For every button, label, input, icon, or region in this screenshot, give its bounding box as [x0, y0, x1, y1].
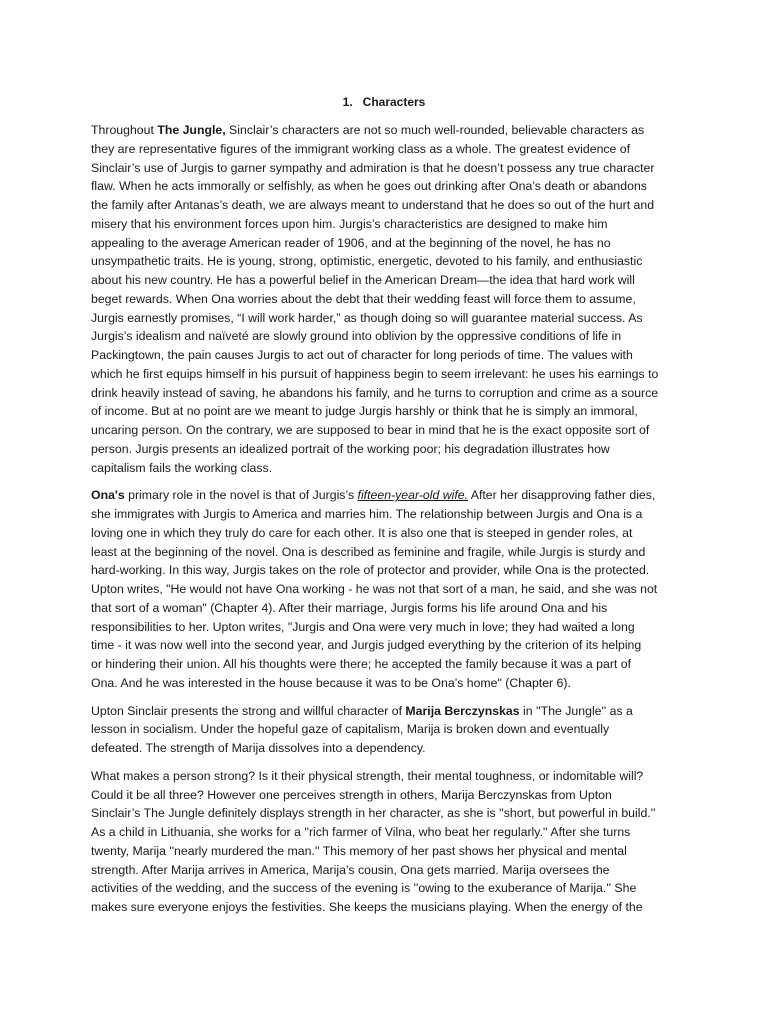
section-heading [0, 93, 768, 111]
text-line [91, 543, 681, 562]
text-line [91, 842, 681, 861]
text-line [91, 674, 681, 693]
text-run: uncaring person. On the contrary, we are supposed to bear in mind that he is the exact opposite sort of [91, 423, 650, 437]
text-line [91, 346, 681, 365]
text-run: capitalism fails the working class. [91, 460, 273, 475]
text-run: As a child in Lithuania, she works for a ''rich farmer of Vilna, who beat her regularly.'' After she turns [91, 825, 631, 839]
text-line [91, 459, 681, 478]
text-line [91, 767, 681, 786]
text-run: Jurgis earnestly promises, “I will work harder,” as though doing so will guarantee material success. As [91, 310, 643, 325]
text-run: appealing to the average American reader of 1906, and at the beginning of the novel, he has no [91, 235, 611, 250]
text-line [91, 861, 681, 880]
text-run: Jurgis’s idealism and naïveté are slowly ground into oblivion by the oppressive conditions of life in [91, 329, 622, 344]
text-line [91, 402, 681, 421]
text-line [91, 720, 681, 739]
text-line [91, 823, 681, 842]
text-line [91, 421, 681, 440]
text-line [91, 309, 681, 328]
paragraph [91, 767, 681, 917]
text-run: the family after Antanas’s death, we are always meant to understand that he does so out of the hurt and [91, 198, 655, 212]
text-line [91, 655, 681, 674]
text-run: Throughout [91, 123, 158, 137]
text-run: which he first equips himself in his pursuit of happiness begin to seem irrelevant: he uses his earnings to [91, 366, 659, 381]
text-run: she immigrates with Jurgis to America and marries him. The relationship between Jurgis and Ona is a [91, 507, 643, 521]
text-run: responsibilities to her. Upton writes, "Jurgis and Ona were very much in love; they had waited a long [91, 619, 635, 634]
text-run: about his new country. He has a powerful belief in the American Dream—the idea that hard work will [91, 273, 635, 287]
text-line [91, 580, 681, 599]
section-number: 1. [342, 95, 353, 109]
text-run: hard-working. In this way, Jurgis takes on the role of protector and provider, while Ona is the protected. [91, 563, 650, 578]
text-run: least at the beginning of the novel. Ona is described as feminine and fragile, while Jurgis is sturdy and [91, 544, 646, 559]
text-line [91, 327, 681, 346]
text-run: Sinclair’s characters are not so much well-rounded, believable characters as [225, 123, 645, 137]
section-title: Characters [362, 95, 426, 109]
text-line [91, 440, 681, 459]
bold-text: Ona's [91, 488, 125, 503]
text-line [91, 702, 681, 721]
text-line [91, 879, 681, 898]
text-line [91, 271, 681, 290]
text-run: or hindering their union. All his thoughts were there; he accepted the family because it was a part of [91, 657, 632, 671]
paragraph [91, 702, 681, 758]
document-body [91, 121, 681, 926]
text-line [91, 739, 681, 758]
text-run: Upton Sinclair presents the strong and willful character of [91, 703, 406, 718]
text-run: unsympathetic traits. He is young, strong, optimistic, energetic, devoted to his family, and enthusiastic [91, 254, 643, 269]
text-line [91, 804, 681, 823]
text-run: twenty, Marija ''nearly murdered the man.'' This memory of her past shows her physical and mental [91, 843, 627, 858]
text-run: person. Jurgis presents an idealized portrait of the working poor; his degradation illustrates how [91, 441, 610, 456]
text-run: makes sure everyone enjoys the festivities. She keeps the musicians playing. When the energy of the [91, 900, 643, 914]
text-run: they are representative figures of the immigrant working class as a whole. The greatest evidence of [91, 141, 631, 156]
text-run: What makes a person strong? Is it their physical strength, their mental toughness, or indomitable will? [91, 768, 644, 783]
paragraph [91, 121, 681, 477]
text-line [91, 786, 681, 805]
text-line [91, 159, 681, 178]
text-run: beget rewards. When Ona worries about the debt that their wedding feast will force them to assume, [91, 291, 636, 306]
text-line [91, 252, 681, 271]
text-line [91, 384, 681, 403]
text-line [91, 121, 681, 140]
text-run: drink heavily instead of saving, he abandons his family, and he turns to corruption and crime as a source [91, 385, 659, 400]
text-line [91, 505, 681, 524]
text-line [91, 140, 681, 159]
text-run: in ''The Jungle'' as a [519, 703, 633, 718]
text-line [91, 234, 681, 253]
text-line [91, 215, 681, 234]
text-run: misery that his environment forces upon him. Jurgis’s characteristics are designed to make him [91, 216, 608, 231]
text-line [91, 290, 681, 309]
text-line [91, 524, 681, 543]
text-line [91, 618, 681, 637]
text-run: strength. After Marija arrives in America, Marija’s cousin, Ona gets married. Marija oversees the [91, 862, 610, 877]
emphasized-text: fifteen-year-old wife. [357, 488, 469, 503]
text-line [91, 177, 681, 196]
text-run: Sinclair’s The Jungle definitely displays strength in her character, as she is ''short, but powerful in build.'' [91, 806, 656, 821]
text-run: Could it be all three? However one perceives strength in others, Marija Berczynskas from Upton [91, 787, 612, 802]
text-line [91, 898, 681, 917]
text-run: Sinclair’s use of Jurgis to garner sympathy and admiration is that he doesn’t possess any true character [91, 160, 655, 175]
text-line [91, 196, 681, 215]
text-run: lesson in socialism. Under the hopeful gaze of capitalism, Marija is broken down and eventually [91, 722, 610, 737]
text-run: Upton writes, "He would not have Ona working - he was not that sort of a man, he said, and she was not [91, 582, 658, 596]
text-run: primary role in the novel is that of Jurgis’s [124, 488, 358, 503]
text-run: After her disapproving father dies, [468, 488, 656, 503]
text-line [91, 599, 681, 618]
text-run: flaw. When he acts immorally or selfishly, as when he goes out drinking after Ona’s death or abandons [91, 179, 647, 194]
text-run: time - it was now well into the second year, and Jurgis judged everything by the criterion of its helping [91, 638, 642, 653]
paragraph [91, 486, 681, 692]
text-run: defeated. The strength of Marija dissolves into a dependency. [91, 741, 426, 755]
text-line [91, 365, 681, 384]
text-run: that sort of a woman" (Chapter 4). After their marriage, Jurgis forms his life around Ona and his [91, 600, 608, 615]
text-line [91, 486, 681, 505]
text-line [91, 561, 681, 580]
bold-text: The Jungle, [157, 123, 226, 137]
text-run: Packingtown, the pain causes Jurgis to act out of character for long periods of time. The values with [91, 348, 633, 362]
bold-text: Marija Berczynskas [405, 703, 520, 718]
text-run: activities of the wedding, and the success of the evening is ''owing to the exuberance of Marija.'' She [91, 881, 637, 896]
text-run: Ona. And he was interested in the house because it was to be Ona’s home" (Chapter 6). [91, 675, 571, 690]
text-line [91, 636, 681, 655]
text-run: of income. But at no point are we meant to judge Jurgis harshly or think that he is simply an immoral, [91, 404, 638, 419]
text-run: loving one in which they truly do care for each other. It is also one that is steeped in gender roles, at [91, 525, 633, 540]
